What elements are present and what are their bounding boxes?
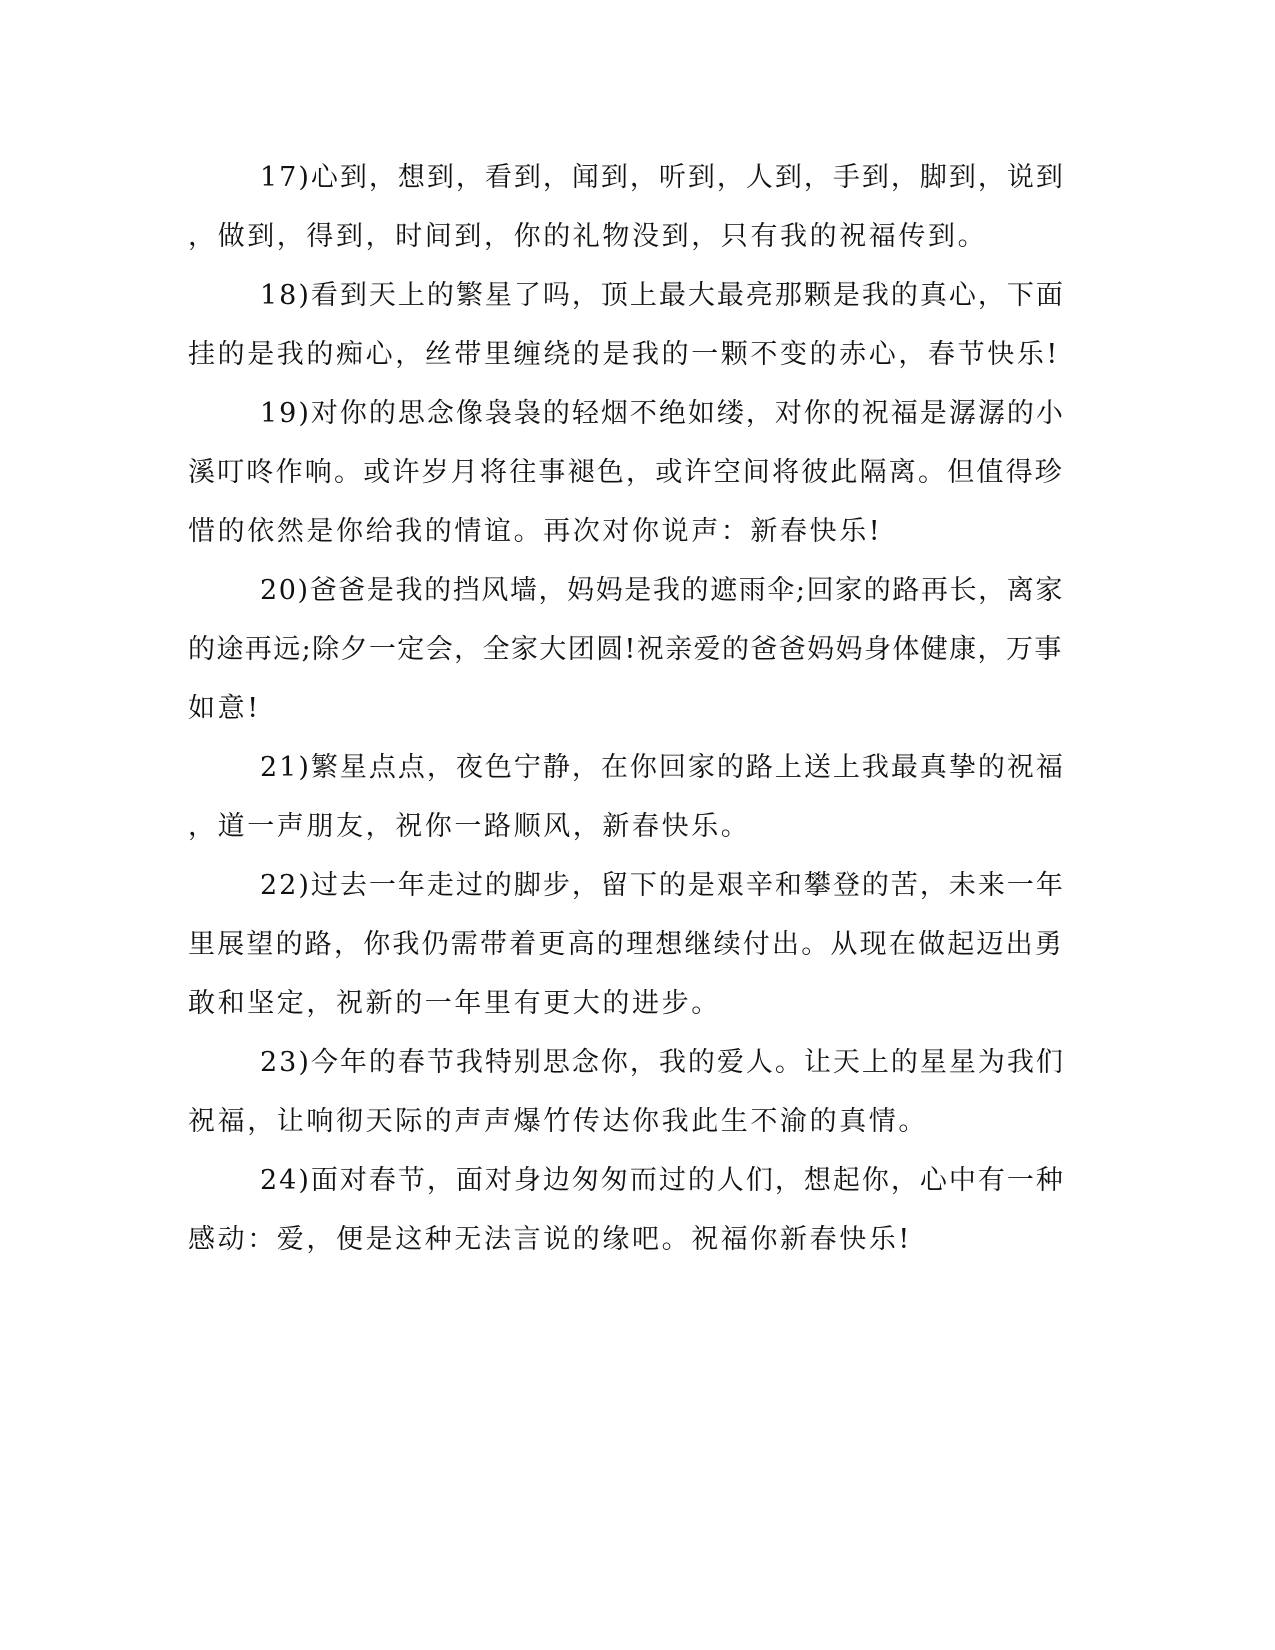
- paragraph-19-line-3: 惜的依然是你给我的情谊。再次对你说声：新春快乐!: [188, 516, 883, 547]
- paragraph-19-line-1: 19)对你的思念像袅袅的轻烟不绝如缕，对你的祝福是潺潺的小: [260, 398, 1065, 429]
- paragraph-22-line-3: 敢和坚定，祝新的一年里有更大的进步。: [188, 988, 721, 1019]
- paragraph-21-line-1: 21)繁星点点，夜色宁静，在你回家的路上送上我最真挚的祝福: [260, 752, 1065, 783]
- paragraph-21-line-2: ，道一声朋友，祝你一路顺风，新春快乐。: [188, 811, 751, 842]
- paragraph-23-line-1: 23)今年的春节我特别思念你，我的爱人。让天上的星星为我们: [260, 1047, 1065, 1078]
- paragraph-19-line-2: 溪叮咚作响。或许岁月将往事褪色，或许空间将彼此隔离。但值得珍: [188, 457, 1064, 488]
- paragraph-18-line-2: 挂的是我的痴心，丝带里缠绕的是我的一颗不变的赤心，春节快乐!: [188, 339, 1060, 370]
- paragraph-24-line-2: 感动：爱，便是这种无法言说的缘吧。祝福你新春快乐!: [188, 1224, 912, 1255]
- paragraph-18-line-1: 18)看到天上的繁星了吗，顶上最大最亮那颗是我的真心，下面: [260, 280, 1065, 311]
- paragraph-20-line-1: 20)爸爸是我的挡风墙，妈妈是我的遮雨伞;回家的路再长，离家: [260, 575, 1064, 606]
- paragraph-17-line-2: ，做到，得到，时间到，你的礼物没到，只有我的祝福传到。: [188, 221, 988, 252]
- paragraph-17-line-1: 17)心到，想到，看到，闻到，听到，人到，手到，脚到，说到: [260, 162, 1065, 193]
- paragraph-22-line-2: 里展望的路，你我仍需带着更高的理想继续付出。从现在做起迈出勇: [188, 929, 1064, 960]
- paragraph-22-line-1: 22)过去一年走过的脚步，留下的是艰辛和攀登的苦，未来一年: [260, 870, 1065, 901]
- paragraph-20-line-2: 的途再远;除夕一定会，全家大团圆!祝亲爱的爸爸妈妈身体健康，万事: [188, 634, 1063, 665]
- paragraph-23-line-2: 祝福，让响彻天际的声声爆竹传达你我此生不渝的真情。: [188, 1106, 928, 1137]
- paragraph-20-line-3: 如意!: [188, 693, 261, 724]
- paragraph-24-line-1: 24)面对春节，面对身边匆匆而过的人们，想起你，心中有一种: [260, 1165, 1065, 1196]
